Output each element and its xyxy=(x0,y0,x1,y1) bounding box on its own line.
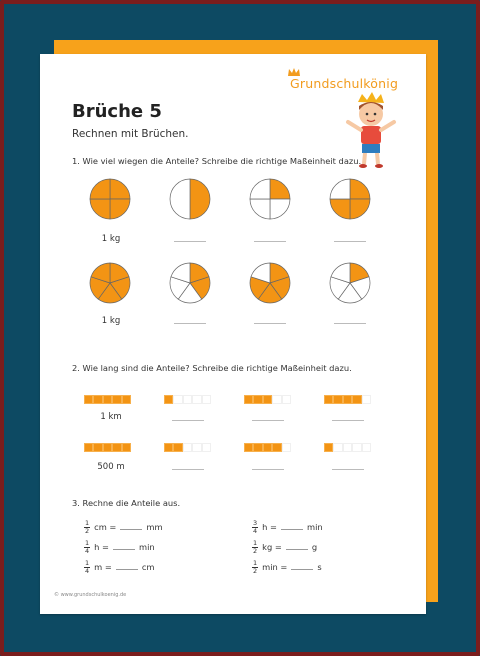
bar-cell-filled xyxy=(272,443,281,452)
fraction-numerator: 1 xyxy=(253,539,258,547)
bar-cell-filled xyxy=(164,395,173,404)
pie-slice xyxy=(350,179,370,199)
answer-length-row2: 500 m xyxy=(97,462,125,472)
bar-row1-3 xyxy=(244,395,291,404)
exercise-unit: h = xyxy=(94,542,109,552)
pie-row2-3 xyxy=(249,262,291,304)
answer-length-row1: 1 km xyxy=(100,412,122,422)
answer-line[interactable] xyxy=(332,420,364,421)
bar-cell-filled xyxy=(103,395,112,404)
bar-cell-filled xyxy=(112,395,121,404)
pie-row2-1 xyxy=(89,262,131,304)
footer-copyright: © www.grundschulkoenig.de xyxy=(54,592,127,598)
bar-cell-empty xyxy=(192,443,201,452)
pie-slice xyxy=(90,199,110,219)
fraction-numerator: 3 xyxy=(253,519,258,527)
fraction xyxy=(84,540,90,555)
fraction-denominator: 2 xyxy=(253,547,258,555)
bar-cell-empty xyxy=(192,395,201,404)
bar-cell-empty xyxy=(202,443,211,452)
bar-cell-filled xyxy=(173,443,182,452)
fraction-denominator: 2 xyxy=(85,527,90,535)
answer-blank[interactable] xyxy=(113,542,135,550)
exercise-1 xyxy=(84,520,163,535)
fraction-numerator: 1 xyxy=(85,519,90,527)
bar-cell-empty xyxy=(343,443,352,452)
exercise-result-unit: min xyxy=(139,542,155,552)
bar-cell-empty xyxy=(272,395,281,404)
answer-line[interactable] xyxy=(172,469,204,470)
bar-cell-filled xyxy=(263,443,272,452)
answer-weight-row2: 1 kg xyxy=(101,316,121,326)
exercise-6 xyxy=(252,560,322,575)
fraction xyxy=(252,560,258,575)
answer-line[interactable] xyxy=(334,323,366,324)
exercise-2 xyxy=(84,540,155,555)
bar-cell-filled xyxy=(253,443,262,452)
bar-cell-filled xyxy=(112,443,121,452)
pie-slice xyxy=(330,179,350,199)
pie-slice xyxy=(90,179,110,199)
bar-cell-empty xyxy=(352,443,361,452)
exercise-result-unit: s xyxy=(317,562,322,572)
pie-slice xyxy=(350,199,370,219)
answer-line[interactable] xyxy=(332,469,364,470)
pie-row1-4 xyxy=(329,178,371,220)
exercise-unit: min = xyxy=(262,562,288,572)
pie-slice xyxy=(330,199,350,219)
answer-weight-row1: 1 kg xyxy=(101,234,121,244)
pie-row1-3 xyxy=(249,178,291,220)
bar-row2-1 xyxy=(84,443,131,452)
exercise-4 xyxy=(252,520,323,535)
bar-cell-filled xyxy=(343,395,352,404)
pie-slice xyxy=(190,179,210,219)
bar-row1-1 xyxy=(84,395,131,404)
answer-line[interactable] xyxy=(252,420,284,421)
bar-cell-filled xyxy=(244,395,253,404)
bar-cell-filled xyxy=(352,395,361,404)
exercise-5 xyxy=(252,540,317,555)
exercise-result-unit: mm xyxy=(146,522,163,532)
exercise-result-unit: cm xyxy=(141,562,155,572)
bar-cell-filled xyxy=(324,395,333,404)
fraction xyxy=(252,520,258,535)
pie-row2-2 xyxy=(169,262,211,304)
bar-cell-empty xyxy=(333,443,342,452)
fraction xyxy=(84,560,90,575)
exercise-result-unit: min xyxy=(307,522,323,532)
exercise-unit: cm = xyxy=(94,522,117,532)
bar-cell-filled xyxy=(103,443,112,452)
pie-row2-4 xyxy=(329,262,371,304)
pie-slice xyxy=(250,199,270,219)
bar-row2-2 xyxy=(164,443,211,452)
fraction-denominator: 4 xyxy=(85,567,90,575)
bar-cell-empty xyxy=(183,395,192,404)
exercise-unit: h = xyxy=(262,522,277,532)
answer-blank[interactable] xyxy=(120,522,142,530)
bar-cell-filled xyxy=(333,395,342,404)
bar-cell-filled xyxy=(84,443,93,452)
pie-row1-1 xyxy=(89,178,131,220)
answer-blank[interactable] xyxy=(281,522,303,530)
fraction-denominator: 2 xyxy=(253,567,258,575)
bar-cell-filled xyxy=(164,443,173,452)
answer-line[interactable] xyxy=(334,241,366,242)
bar-cell-empty xyxy=(362,395,371,404)
answer-line[interactable] xyxy=(174,241,206,242)
bar-cell-empty xyxy=(282,395,291,404)
page-title: Brüche 5 xyxy=(72,101,162,122)
pie-slice xyxy=(110,199,130,219)
fraction-numerator: 1 xyxy=(85,539,90,547)
question-2: 2. Wie lang sind die Anteile? Schreibe die richtige Maßeinheit dazu. xyxy=(72,363,352,373)
bar-cell-filled xyxy=(324,443,333,452)
fraction-denominator: 4 xyxy=(253,527,258,535)
fraction-numerator: 1 xyxy=(253,559,258,567)
pie-slice xyxy=(270,179,290,199)
answer-blank[interactable] xyxy=(286,542,308,550)
exercise-unit: m = xyxy=(94,562,112,572)
bar-cell-empty xyxy=(362,443,371,452)
bar-cell-empty xyxy=(183,443,192,452)
pie-slice xyxy=(250,179,270,199)
bar-cell-filled xyxy=(263,395,272,404)
bar-row2-3 xyxy=(244,443,291,452)
bar-cell-empty xyxy=(173,395,182,404)
bar-cell-filled xyxy=(93,395,102,404)
bar-cell-filled xyxy=(122,395,131,404)
question-3: 3. Rechne die Anteile aus. xyxy=(72,498,181,508)
fraction xyxy=(252,540,258,555)
exercise-3 xyxy=(84,560,154,575)
answer-line[interactable] xyxy=(252,469,284,470)
question-1: 1. Wie viel wiegen die Anteile? Schreibe die richtige Maßeinheit dazu. xyxy=(72,156,362,166)
exercise-result-unit: g xyxy=(311,542,318,552)
bar-cell-empty xyxy=(202,395,211,404)
answer-line[interactable] xyxy=(254,323,286,324)
bar-cell-filled xyxy=(84,395,93,404)
fraction-denominator: 4 xyxy=(85,547,90,555)
bar-row1-2 xyxy=(164,395,211,404)
answer-line[interactable] xyxy=(254,241,286,242)
fraction xyxy=(84,520,90,535)
bar-cell-filled xyxy=(253,395,262,404)
pie-row1-2 xyxy=(169,178,211,220)
answer-blank[interactable] xyxy=(116,562,138,570)
bar-cell-filled xyxy=(122,443,131,452)
pie-slice xyxy=(110,179,130,199)
page-subtitle: Rechnen mit Brüchen. xyxy=(72,128,189,140)
pie-slice xyxy=(270,199,290,219)
fraction-numerator: 1 xyxy=(85,559,90,567)
answer-line[interactable] xyxy=(172,420,204,421)
brand-logo: Grundschulkönig xyxy=(290,76,399,91)
pie-slice xyxy=(170,179,190,219)
exercise-unit: kg = xyxy=(262,542,282,552)
bar-cell-filled xyxy=(244,443,253,452)
bar-cell-empty xyxy=(282,443,291,452)
bar-row1-4 xyxy=(324,395,371,404)
bar-cell-filled xyxy=(93,443,102,452)
bar-row2-4 xyxy=(324,443,371,452)
answer-blank[interactable] xyxy=(291,562,313,570)
answer-line[interactable] xyxy=(174,323,206,324)
